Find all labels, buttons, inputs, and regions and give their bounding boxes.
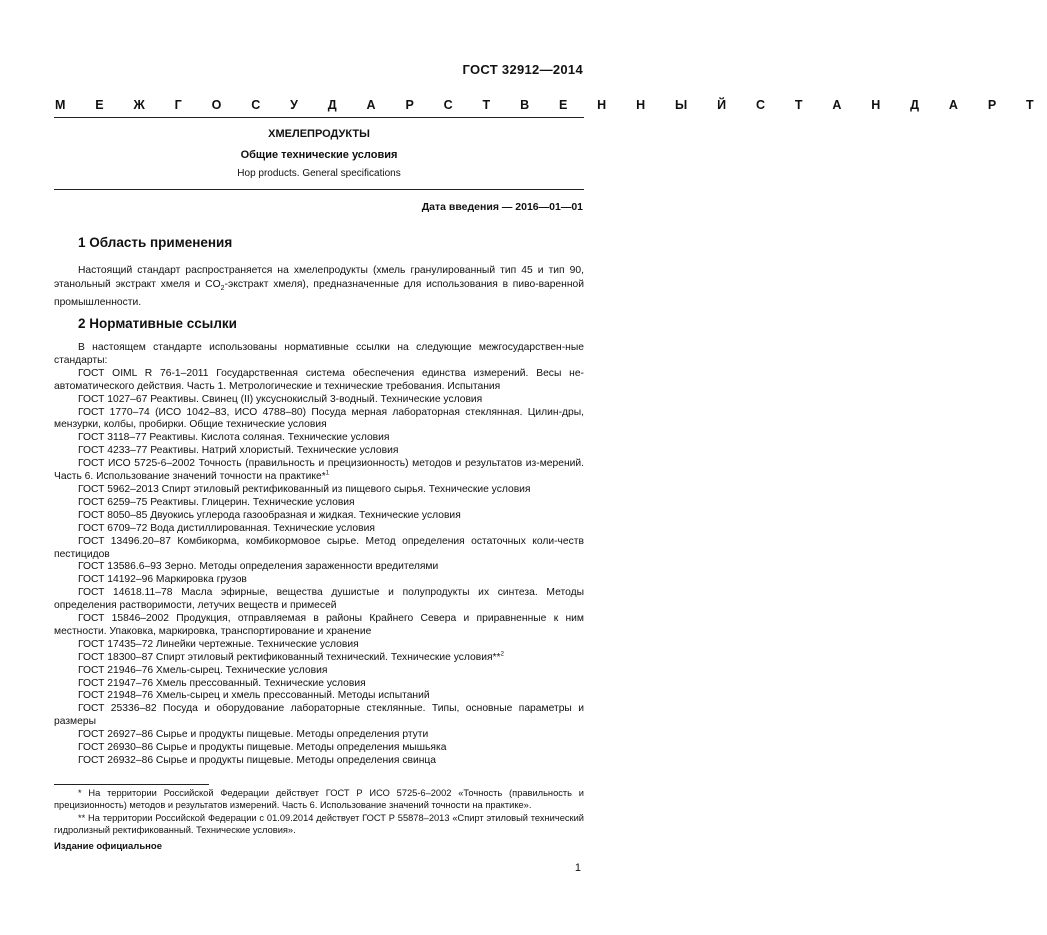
section-2-heading: 2 Нормативные ссылки (78, 316, 237, 331)
reference-item (54, 407, 584, 433)
section-1-text-a: Настоящий стандарт распространяется на хмелепродукты (хмель гранулированный тип 45 и тип 90, этанольный экстракт хмеля и CO (54, 265, 584, 290)
section-1-text (54, 264, 584, 310)
reference-item (54, 678, 584, 691)
reference-item (54, 510, 584, 523)
footnotes (54, 787, 584, 837)
footnote-rule (54, 784, 209, 785)
reference-item (54, 690, 584, 703)
english-title: Hop products. General specifications (237, 168, 401, 179)
official-edition-label: Издание официальное (54, 841, 162, 852)
reference-item (54, 432, 584, 445)
reference-item (54, 652, 584, 665)
reference-text: ГОСТ 13586.6–93 Зерно. Методы определения зараженности вредителями (78, 561, 439, 573)
document-subtitle: Общие технические условия (240, 149, 398, 161)
reference-text: ГОСТ 6709–72 Вода дистиллированная. Технические условия (78, 522, 375, 534)
reference-text: ГОСТ 5962–2013 Спирт этиловый ректификованный из пищевого сырья. Технические условия (78, 483, 531, 495)
reference-text: ГОСТ ИСО 5725-6–2002 Точность (правильность и прецизионность) методов и результатов из-мерений. Часть 6. Использование значений точности на практике* (54, 458, 584, 483)
reference-text: ГОСТ 3118–77 Реактивы. Кислота соляная. Технические условия (78, 432, 390, 444)
interstate-standard-banner: М Е Ж Г О С У Д А Р С Т В Е Н Н Ы Й С Т А Н Д А Р Т (55, 98, 1047, 112)
reference-text: ГОСТ 1027–67 Реактивы. Свинец (II) уксуснокислый 3-водный. Технические условия (78, 393, 483, 405)
reference-item (54, 665, 584, 678)
reference-item (54, 497, 584, 510)
reference-text: ГОСТ 21948–76 Хмель-сырец и хмель прессованный. Методы испытаний (78, 690, 430, 702)
reference-text: ГОСТ 26927–86 Сырье и продукты пищевые. Методы определения ртути (78, 729, 429, 741)
references-intro: В настоящем стандарте использованы нормативные ссылки на следующие межгосударствен-ные стандарты: (54, 342, 584, 366)
reference-text: ГОСТ OIML R 76-1–2011 Государственная система обеспечения единства измерений. Весы не-автоматического действия. Часть 1. Метрологические и технические требования. Испытания (54, 367, 584, 392)
reference-item (54, 742, 584, 755)
reference-text: ГОСТ 26932–86 Сырье и продукты пищевые. Методы определения свинца (78, 755, 437, 766)
reference-text: ГОСТ 21946–76 Хмель-сырец. Технические условия (78, 664, 328, 676)
section-1-text-b: -экстракт хмеля), предназначенные для использования в пиво-варенной промышленности. (54, 279, 585, 309)
reference-text: ГОСТ 14192–96 Маркировка грузов (78, 574, 247, 586)
reference-text: ГОСТ 13496.20–87 Комбикорма, комбикормовое сырье. Метод определения остаточных коли-честв пестицидов (54, 535, 584, 560)
reference-item (54, 536, 584, 562)
reference-text: ГОСТ 6259–75 Реактивы. Глицерин. Технические условия (78, 496, 355, 508)
normative-references (54, 342, 584, 768)
reference-item (54, 523, 584, 536)
reference-text: ГОСТ 26930–86 Сырье и продукты пищевые. Методы определения мышьяка (78, 742, 447, 754)
reference-item (54, 445, 584, 458)
reference-item (54, 755, 584, 768)
reference-item (54, 587, 584, 613)
reference-text: ГОСТ 18300–87 Спирт этиловый ректификованный технический. Технические условия** (78, 651, 501, 663)
reference-text: ГОСТ 15846–2002 Продукция, отправляемая в районы Крайнего Севера и приравненные к ним местности. Упаковка, маркировка, транспортирование и хранение (54, 613, 584, 637)
co2-subscript: 2 (220, 285, 225, 293)
reference-item (54, 729, 584, 742)
reference-item (54, 484, 584, 497)
reference-text: ГОСТ 17435–72 Линейки чертежные. Технические условия (78, 638, 359, 650)
reference-list (54, 368, 584, 768)
reference-text: ГОСТ 8050–85 Двуокись углерода газообразная и жидкая. Технические условия (78, 509, 461, 521)
footnote-mark: 1 (325, 470, 330, 477)
introduction-date: Дата введения — 2016—01—01 (421, 201, 583, 213)
reference-item (54, 639, 584, 652)
footnote-1: * На территории Российской Федерации действует ГОСТ Р ИСО 5725-6–2002 «Точность (правильность и прецизионность) методов и результатов измерений. Часть 6. Использование значений точности на практике». (54, 788, 584, 811)
title-rule (54, 189, 584, 190)
section-1-heading: 1 Область применения (78, 235, 233, 250)
reference-item (54, 613, 584, 639)
reference-item (54, 458, 584, 484)
reference-item (54, 574, 584, 587)
reference-text: ГОСТ 1770–74 (ИСО 1042–83, ИСО 4788–80) Посуда мерная лабораторная стеклянная. Цилин-дры, мензурки, колбы, пробирки. Общие технические условия (54, 406, 584, 431)
reference-item (54, 394, 584, 407)
header-rule (54, 117, 584, 118)
reference-text: ГОСТ 14618.11–78 Масла эфирные, вещества душистые и полупродукты их синтеза. Методы определения растворимости, летучих веществ и примесей (54, 587, 584, 612)
reference-text: ГОСТ 21947–76 Хмель прессованный. Технические условия (78, 677, 366, 689)
reference-item (54, 703, 584, 729)
reference-text: ГОСТ 25336–82 Посуда и оборудование лабораторные стеклянные. Типы, основные параметры и размеры (54, 703, 584, 728)
reference-item (54, 561, 584, 574)
gost-code: ГОСТ 32912—2014 (462, 62, 583, 77)
reference-item (54, 368, 584, 394)
footnote-mark: 2 (500, 651, 504, 658)
document-title: ХМЕЛЕПРОДУКТЫ (268, 128, 370, 140)
page-number: 1 (574, 862, 581, 874)
reference-text: ГОСТ 4233–77 Реактивы. Натрий хлористый. Технические условия (78, 445, 399, 457)
footnote-2: ** На территории Российской Федерации с 01.09.2014 действует ГОСТ Р 55878–2013 «Спирт этиловый технический гидролизный ректификованный. Технические условия». (54, 812, 584, 836)
